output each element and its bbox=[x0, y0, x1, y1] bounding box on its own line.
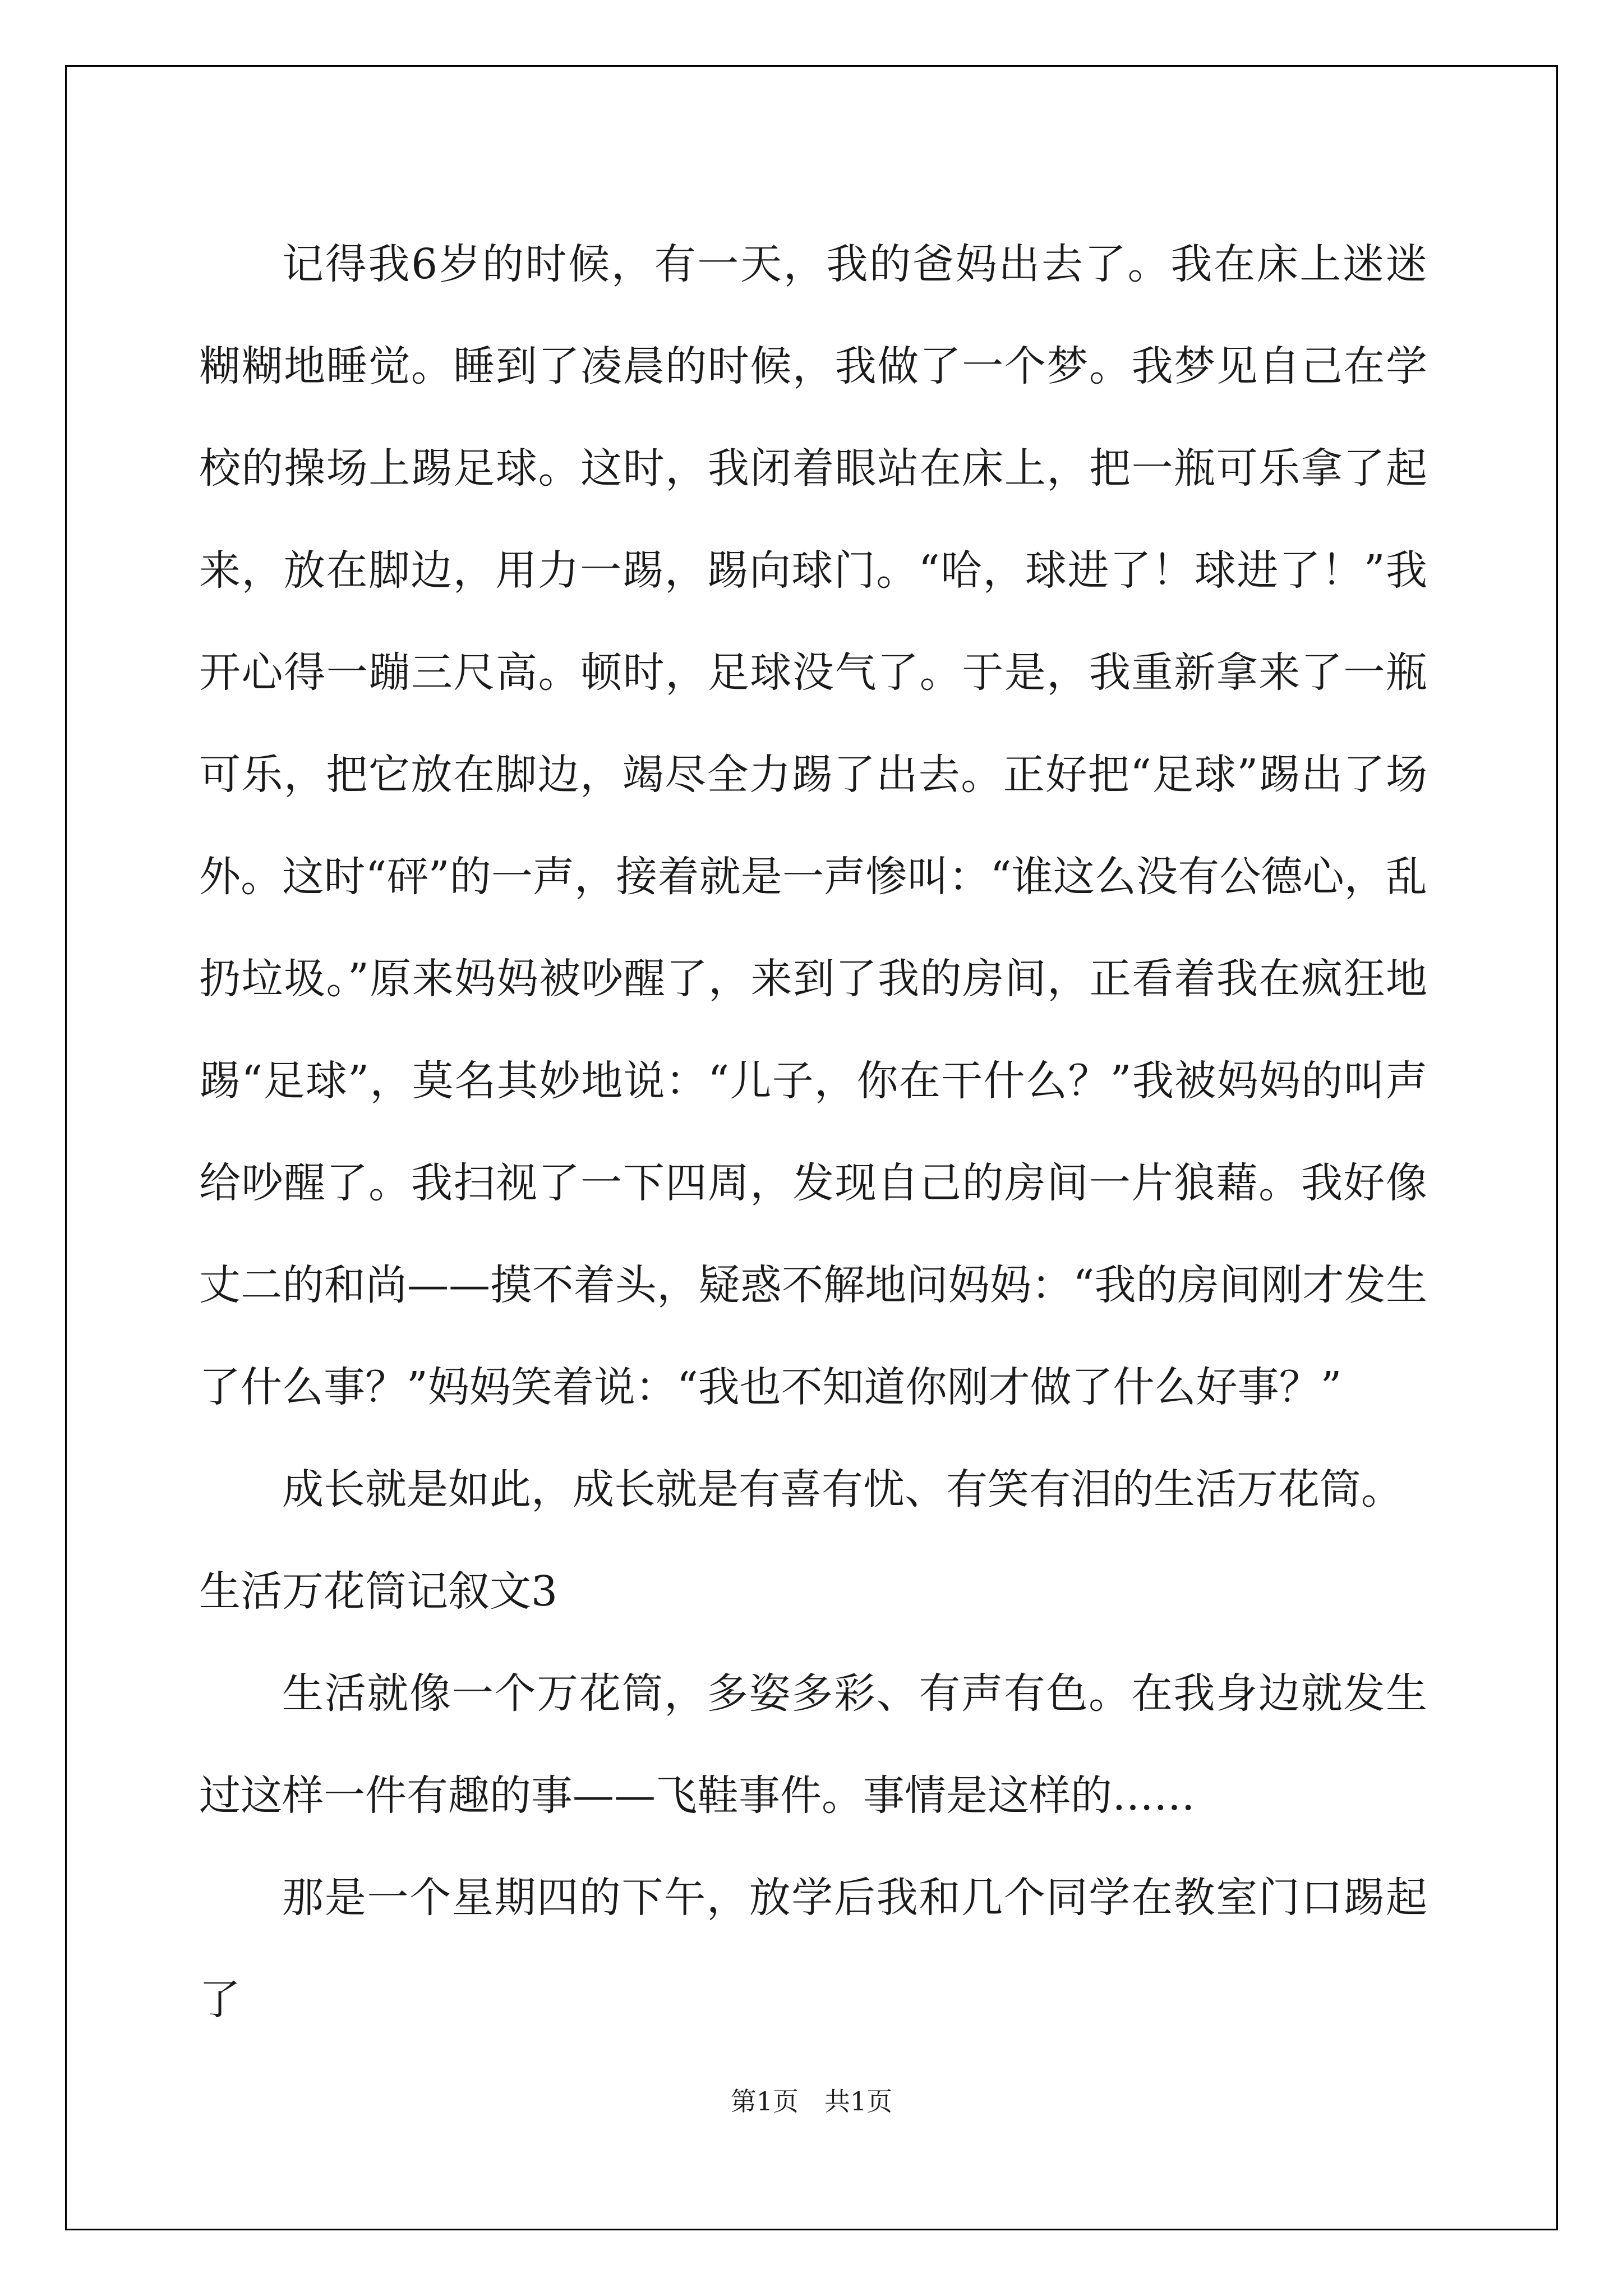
paragraph-kaleidoscope-intro: 生活就像一个万花筒，多姿多彩、有声有色。在我身边就发生过这样一件有趣的事——飞鞋事件。事情是这样的…… bbox=[199, 1669, 1427, 1820]
paragraph-growing-up: 成长就是如此，成长就是有喜有忧、有笑有泪的生活万花筒。 bbox=[282, 1465, 1403, 1513]
page-footer: 第1页 共1页 bbox=[730, 2086, 893, 2116]
essay-title: 生活万花筒记叙文3 bbox=[199, 1567, 558, 1616]
paragraph-dream-story: 记得我6岁的时候，有一天，我的爸妈出去了。我在床上迷迷糊糊地睡觉。睡到了凌晨的时候，我做了一个梦。我梦见自己在学校的操场上踢足球。这时，我闭着眼站在床上，把一瓶可乐拿了起来，放在脚边，用力一踢，踢向球门。“哈，球进了！球进了！”我开心得一蹦三尺高。顿时，足球没气了。于是，我重新拿来了一瓶可乐，把它放在脚边，竭尽全力踢了出去。正好把“足球”踢出了场外。这时“砰”的一声，接着就是一声惨叫：“谁这么没有公德心，乱扔垃圾。”原来妈妈被吵醒了，来到了我的房间，正看着我在疯狂地踢“足球”，莫名其妙地说：“儿子，你在干什么？”我被妈妈的叫声给吵醒了。我扫视了一下四周，发现自己的房间一片狼藉。我好像丈二的和尚——摸不着头，疑惑不解地问妈妈：“我的房间刚才发生了什么事？”妈妈笑着说：“我也不知道你刚才做了什么好事？” bbox=[199, 240, 1427, 1411]
paragraph-thursday-afternoon: 那是一个星期四的下午，放学后我和几个同学在教室门口踢起了 bbox=[199, 1874, 1427, 2024]
document-body bbox=[199, 213, 1427, 2051]
